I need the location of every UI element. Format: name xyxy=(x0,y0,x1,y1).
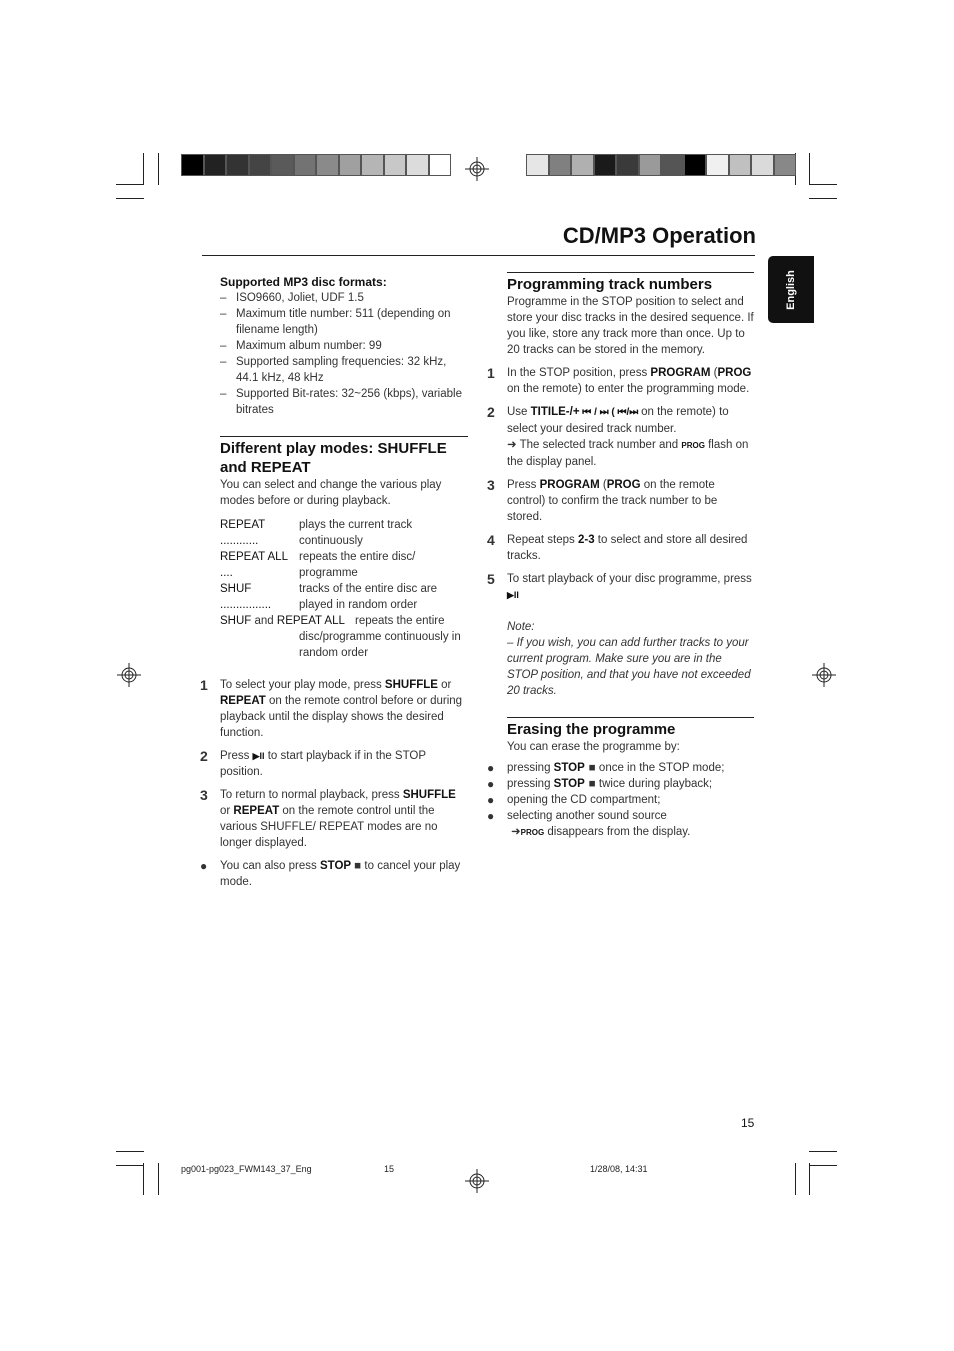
crop-mark xyxy=(809,153,810,185)
crop-mark xyxy=(116,1151,144,1152)
erase-list xyxy=(487,760,754,792)
prog-step-4: 4 Repeat steps 2-3 to select and store all desired tracks. xyxy=(487,532,748,562)
erase-key: STOP xyxy=(553,778,585,790)
stop-icon: ■ xyxy=(588,762,596,774)
crop-mark xyxy=(795,1163,796,1195)
bullet-icon: ● xyxy=(200,859,208,873)
erase-item xyxy=(487,760,754,776)
registration-mark-icon xyxy=(812,663,836,687)
registration-mark-icon xyxy=(465,1169,489,1193)
mp3-format-item: – Supported Bit-rates: 32~256 (kbps), variable bitrates xyxy=(220,386,468,418)
color-swatch xyxy=(429,154,452,176)
color-swatch xyxy=(249,154,272,176)
language-tab xyxy=(768,256,814,323)
mp3-format-item: – Maximum album number: 99 xyxy=(220,338,468,354)
programming-intro: Programme in the STOP position to select and store your disc tracks in the desired sequence. If you like, store any track more than once. Up to 20 tracks can be stored in the memory. xyxy=(507,296,754,356)
language-tab-label: English xyxy=(785,269,797,310)
color-swatch xyxy=(181,154,204,176)
color-swatch xyxy=(729,154,752,176)
mp3-formats-heading: Supported MP3 disc formats: xyxy=(220,275,387,289)
mode-row xyxy=(220,549,468,581)
page-title: CD/MP3 Operation xyxy=(562,223,756,248)
bullet-icon: ● xyxy=(487,777,495,791)
color-swatch xyxy=(294,154,317,176)
color-swatch xyxy=(406,154,429,176)
crop-mark xyxy=(158,1163,159,1195)
stop-tip: ● You can also press STOP ■ to cancel your play mode. xyxy=(200,859,461,888)
color-swatch xyxy=(706,154,729,176)
color-calibration-bar-left xyxy=(181,154,451,176)
crop-mark xyxy=(809,198,837,199)
page-number: 15 xyxy=(741,1116,755,1130)
crop-mark xyxy=(809,1151,837,1152)
left-column xyxy=(200,274,468,890)
erase-heading: Erasing the programme xyxy=(507,717,754,739)
note-text: – If you wish, you can add further tracks to your current program. Make sure you are in the STOP position, and that you have not exceeded 20 tracks. xyxy=(507,637,751,697)
play-modes-table xyxy=(220,517,468,613)
mode-key: REPEAT ............ xyxy=(220,519,265,547)
erase-text: pressing xyxy=(507,778,554,790)
color-swatch xyxy=(751,154,774,176)
erase-text: twice during playback; xyxy=(595,778,713,790)
erase-item: ● opening the CD compartment; xyxy=(487,793,661,807)
play-pause-icon: ▶II xyxy=(252,751,265,761)
mode-desc: repeats the entire disc/programme continuously in random order xyxy=(299,615,461,659)
skip-icons: ⏮ / ⏭ ( ⏮/⏭ xyxy=(579,407,642,418)
mode-desc: repeats the entire disc/ programme xyxy=(299,551,416,579)
note-label: Note: xyxy=(507,621,535,633)
mp3-format-item: – ISO9660, Joliet, UDF 1.5 xyxy=(220,290,468,306)
crop-mark xyxy=(116,1165,144,1166)
footer-date: 1/28/08, 14:31 xyxy=(590,1164,648,1174)
mode-row xyxy=(220,517,468,549)
color-swatch xyxy=(616,154,639,176)
stop-icon: ■ xyxy=(588,778,596,790)
color-swatch xyxy=(226,154,249,176)
color-swatch xyxy=(316,154,339,176)
play-modes-heading: Different play modes: SHUFFLE and REPEAT xyxy=(220,436,468,477)
play-modes-intro: You can select and change the various play modes before or during playback. xyxy=(220,479,442,507)
color-swatch xyxy=(384,154,407,176)
color-swatch xyxy=(204,154,227,176)
crop-mark xyxy=(158,153,159,185)
programming-heading: Programming track numbers xyxy=(507,272,754,294)
mode-desc: plays the current track continuously xyxy=(299,519,413,547)
color-swatch xyxy=(339,154,362,176)
step-3: 3 To return to normal playback, press SHUFFLE or REPEAT on the remote control until the various SHUFFLE/ REPEAT modes are no longer displayed. xyxy=(200,787,456,849)
erase-item: ● selecting another sound source ➜PROG disappears from the display. xyxy=(487,809,691,838)
mode-desc: tracks of the entire disc are played in random order xyxy=(299,583,438,611)
mode-key: SHUF ................ xyxy=(220,583,272,611)
mode-row: SHUF and REPEAT ALL repeats the entire disc/programme continuously in random order xyxy=(220,613,468,661)
play-pause-icon: ▶II xyxy=(507,590,519,600)
color-swatch xyxy=(684,154,707,176)
footer-filename: pg001-pg023_FWM143_37_Eng xyxy=(181,1164,312,1174)
erase-item xyxy=(487,776,754,792)
bullet-icon: ● xyxy=(487,809,495,823)
bullet-icon: ● xyxy=(487,761,495,775)
color-swatch xyxy=(549,154,572,176)
prog-step-1: 1 In the STOP position, press PROGRAM (PROG on the remote) to enter the programming mode. xyxy=(487,365,752,395)
color-swatch xyxy=(594,154,617,176)
prog-step-3: 3 Press PROGRAM (PROG on the remote control) to confirm the track number to be stored. xyxy=(487,477,718,523)
footer-page: 15 xyxy=(384,1164,395,1174)
color-swatch xyxy=(639,154,662,176)
crop-mark xyxy=(809,184,837,185)
color-swatch xyxy=(271,154,294,176)
color-swatch xyxy=(571,154,594,176)
registration-mark-icon xyxy=(117,663,141,687)
color-swatch xyxy=(774,154,797,176)
color-swatch xyxy=(661,154,684,176)
crop-mark xyxy=(116,198,144,199)
arrow-icon: ➜ xyxy=(511,826,521,838)
mode-row xyxy=(220,581,468,613)
crop-mark xyxy=(143,1163,144,1195)
crop-mark xyxy=(809,1163,810,1195)
step-1: 1 To select your play mode, press SHUFFLE or REPEAT on the remote control before or during playback until the display shows the desired function. xyxy=(200,677,463,739)
prog-step-2: 2 Use TITILE-/+ ⏮ / ⏭ ( ⏮/⏭ on the remote) to select your desired track number. ➜ The selected track number and PROG flash on the display panel. xyxy=(487,404,749,468)
color-calibration-bar-right xyxy=(526,154,796,176)
right-column xyxy=(487,272,754,841)
bullet-icon: ● xyxy=(487,793,495,807)
title-rule xyxy=(202,255,755,256)
erase-text: pressing xyxy=(507,762,554,774)
step-2: 2 Press ▶II to start playback if in the STOP position. xyxy=(200,748,426,778)
arrow-icon: ➜ xyxy=(507,439,517,451)
mp3-format-item: – Supported sampling frequencies: 32 kHz, 44.1 kHz, 48 kHz xyxy=(220,354,468,386)
erase-key: STOP xyxy=(553,762,585,774)
erase-text: once in the STOP mode; xyxy=(595,762,725,774)
prog-step-5: 5 To start playback of your disc programme, press ▶II xyxy=(487,571,752,600)
mode-key: REPEAT ALL .... xyxy=(220,551,288,579)
color-swatch xyxy=(526,154,549,176)
mp3-formats-list xyxy=(220,290,468,418)
registration-mark-icon xyxy=(465,157,489,181)
erase-intro: You can erase the programme by: xyxy=(507,741,680,753)
crop-mark xyxy=(809,1165,837,1166)
crop-mark xyxy=(116,184,144,185)
crop-mark xyxy=(143,153,144,185)
mp3-format-item: – Maximum title number: 511 (depending on filename length) xyxy=(220,306,468,338)
color-swatch xyxy=(361,154,384,176)
stop-icon: ■ xyxy=(354,860,362,872)
